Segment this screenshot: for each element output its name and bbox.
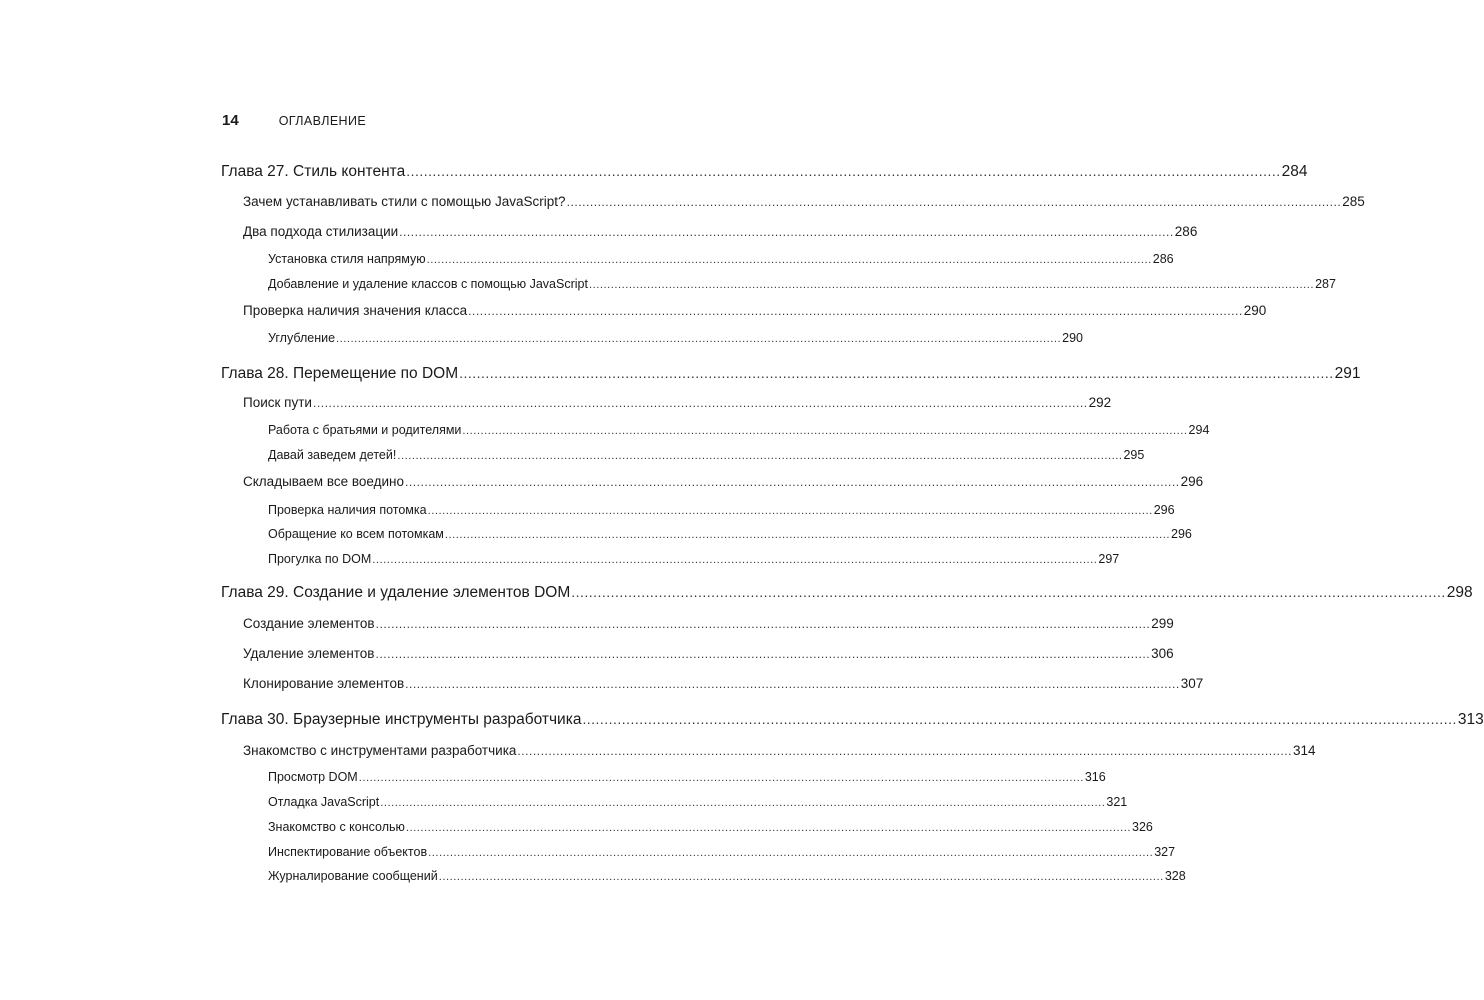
toc-entry-title: Инспектирование объектов [268, 844, 428, 859]
toc-entry-title: Зачем устанавливать стили с помощью JavaScript? [243, 193, 566, 209]
dot-leader: ........................................................................................................................................................................................................ [399, 224, 1174, 239]
dot-leader: ........................................................................................................................................................................................................ [406, 162, 1281, 179]
toc-entry-title: Проверка наличия потомка [268, 502, 427, 517]
toc-subsection [268, 868, 1186, 885]
toc-section [243, 615, 1174, 632]
toc-section [243, 394, 1112, 411]
toc-entry-title: Поиск пути [243, 394, 312, 410]
toc-entry-page: 299 [1151, 615, 1174, 631]
toc-entry-title: Установка стиля напрямую [268, 251, 426, 266]
toc-entry-page: 290 [1243, 302, 1267, 318]
dot-leader: ........................................................................................................................................................................................................ [444, 528, 1170, 541]
toc-entry-page: 306 [1151, 645, 1174, 661]
dot-leader: ........................................................................................................................................................................................................ [462, 424, 1188, 437]
toc-subsection [268, 794, 1128, 811]
toc-entry-page: 328 [1164, 868, 1186, 883]
toc-entry-title: Давай заведем детей! [268, 447, 397, 462]
toc-chapter [221, 710, 1484, 730]
toc-entry-page: 326 [1132, 819, 1153, 834]
dot-leader: ........................................................................................................................................................................................................ [372, 553, 1098, 566]
toc-subsection [268, 844, 1176, 861]
toc-subsection [268, 502, 1175, 519]
page-number: 14 [222, 112, 239, 129]
toc-entry-title: Два подхода стилизации [243, 223, 399, 239]
toc-subsection [268, 551, 1120, 568]
toc-entry-title: Проверка наличия значения класса [243, 302, 468, 318]
dot-leader: ........................................................................................................................................................................................................ [405, 821, 1132, 834]
toc-entry-page: 287 [1315, 276, 1336, 291]
dot-leader: ........................................................................................................................................................................................................ [380, 796, 1106, 809]
toc-chapter [221, 162, 1308, 182]
toc-entry-title: Глава 27. Стиль контента [221, 162, 406, 180]
toc-subsection [268, 526, 1192, 543]
dot-leader: ........................................................................................................................................................................................................ [375, 616, 1151, 631]
toc-section [243, 223, 1198, 240]
toc-section [243, 742, 1316, 759]
toc-entry-title: Обращение ко всем потомкам [268, 526, 444, 541]
toc-entry-page: 327 [1154, 844, 1176, 859]
toc-entry-page: 321 [1106, 794, 1128, 809]
toc-chapter [221, 583, 1473, 603]
dot-leader: ........................................................................................................................................................................................................ [375, 646, 1151, 661]
toc-chapter [221, 364, 1361, 384]
dot-leader: ........................................................................................................................................................................................................ [566, 194, 1342, 209]
dot-leader: ........................................................................................................................................................................................................ [426, 253, 1152, 266]
toc-entry-title: Знакомство с инструментами разработчика [243, 742, 517, 758]
toc-subsection [268, 251, 1174, 268]
toc-subsection [268, 769, 1106, 786]
toc-entry-page: 296 [1153, 502, 1175, 517]
dot-leader: ........................................................................................................................................................................................................ [428, 846, 1154, 859]
toc-entry-title: Отладка JavaScript [268, 794, 380, 809]
toc-entry-title: Глава 29. Создание и удаление элементов DOM [221, 583, 571, 601]
toc-entry-page: 292 [1088, 394, 1112, 410]
toc-entry-title: Глава 30. Браузерные инструменты разработчика [221, 710, 582, 728]
toc-section [243, 675, 1204, 692]
toc-entry-title: Работа с братьями и родителями [268, 422, 462, 437]
toc-subsection [268, 819, 1153, 836]
toc-entry-page: 291 [1334, 364, 1361, 382]
toc-section [243, 302, 1267, 319]
toc-entry-page: 296 [1180, 473, 1204, 489]
dot-leader: ........................................................................................................................................................................................................ [397, 449, 1123, 462]
dot-leader: ........................................................................................................................................................................................................ [312, 395, 1088, 410]
toc-entry-title: Складываем все воедино [243, 473, 404, 489]
toc-entry-title: Знакомство с консолью [268, 819, 405, 834]
toc-entry-title: Удаление элементов [243, 645, 375, 661]
toc-entry-title: Просмотр DOM [268, 769, 358, 784]
dot-leader: ........................................................................................................................................................................................................ [427, 504, 1153, 517]
toc-entry-title: Добавление и удаление классов с помощью JavaScript [268, 276, 588, 291]
dot-leader: ........................................................................................................................................................................................................ [517, 743, 1293, 758]
toc-subsection [268, 330, 1084, 347]
toc-entry-title: Журналирование сообщений [268, 868, 438, 883]
toc-entry-page: 286 [1174, 223, 1198, 239]
dot-leader: ........................................................................................................................................................................................................ [571, 583, 1446, 600]
dot-leader: ........................................................................................................................................................................................................ [405, 676, 1180, 691]
toc-entry-page: 313 [1457, 710, 1484, 728]
toc-entry-page: 295 [1123, 447, 1145, 462]
toc-entry-page: 298 [1446, 583, 1473, 601]
dot-leader: ........................................................................................................................................................................................................ [459, 364, 1334, 381]
toc-entry-page: 307 [1180, 675, 1204, 691]
toc-entry-page: 294 [1188, 422, 1210, 437]
toc-entry-page: 314 [1293, 742, 1316, 758]
toc-entry-page: 297 [1098, 551, 1120, 566]
toc-entry-title: Углубление [268, 330, 336, 345]
toc-subsection [268, 422, 1210, 439]
toc-entry-page: 290 [1062, 330, 1084, 345]
toc-entry-page: 285 [1342, 193, 1365, 209]
toc-subsection [268, 447, 1145, 464]
dot-leader: ........................................................................................................................................................................................................ [336, 332, 1062, 345]
running-title: ОГЛАВЛЕНИЕ [278, 114, 367, 128]
toc-subsection [268, 276, 1336, 293]
toc-entry-page: 286 [1152, 251, 1174, 266]
toc-entry-title: Создание элементов [243, 615, 375, 631]
dot-leader: ........................................................................................................................................................................................................ [405, 474, 1180, 489]
toc-entry-page: 296 [1171, 526, 1192, 541]
toc-entry-title: Глава 28. Перемещение по DOM [221, 364, 459, 382]
toc-entry-page: 316 [1084, 769, 1106, 784]
toc-section [243, 473, 1204, 490]
dot-leader: ........................................................................................................................................................................................................ [438, 870, 1164, 883]
dot-leader: ........................................................................................................................................................................................................ [582, 710, 1457, 727]
dot-leader: ........................................................................................................................................................................................................ [468, 303, 1243, 318]
toc-entry-title: Прогулка по DOM [268, 551, 372, 566]
toc-section [243, 193, 1365, 210]
toc-entry-page: 284 [1281, 162, 1308, 180]
dot-leader: ........................................................................................................................................................................................................ [588, 278, 1315, 291]
toc-section [243, 645, 1174, 662]
dot-leader: ........................................................................................................................................................................................................ [358, 771, 1084, 784]
toc-entry-title: Клонирование элементов [243, 675, 405, 691]
